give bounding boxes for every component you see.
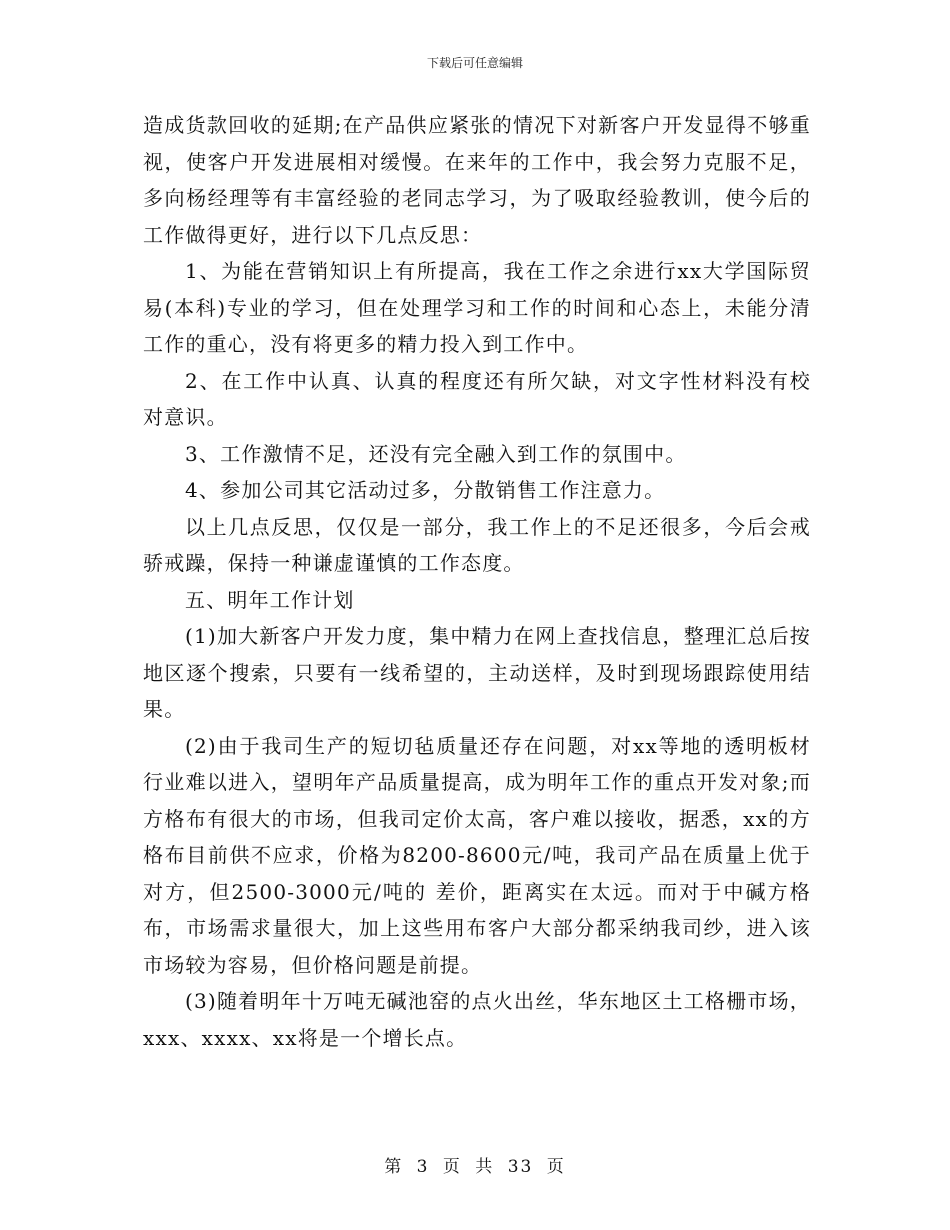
page-number-footer: 第 3 页 共 33 页	[384, 1157, 566, 1177]
section-heading-next-year-plan: 五、明年工作计划	[185, 587, 355, 612]
paragraph-reflection-summary: 以上几点反思，仅仅是一部分，我工作上的不足还很多，今后会戒骄戒躁，保持一种谦虚谨慎的工作态度。	[143, 514, 811, 575]
document-body	[143, 107, 811, 1056]
paragraph-reflection-1: 1、为能在营销知识上有所提高，我在工作之余进行xx大学国际贸易(本科)专业的学习，但在处理学习和工作的时间和心态上，未能分清工作的重心，没有将更多的精力投入到工作中。	[143, 259, 811, 356]
paragraph-reflection-3: 3、工作激情不足，还没有完全融入到工作的氛围中。	[185, 441, 687, 466]
paragraph-reflection-2: 2、在工作中认真、认真的程度还有所欠缺，对文字性材料没有校对意识。	[143, 368, 811, 429]
paragraph-plan-1: (1)加大新客户开发力度，集中精力在网上查找信息，整理汇总后按地区逐个搜索，只要有一线希望的，主动送样，及时到现场跟踪使用结果。	[143, 624, 811, 721]
paragraph-plan-2: (2)由于我司生产的短切毡质量还存在问题，对xx等地的透明板材行业难以进入，望明年产品质量提高，成为明年工作的重点开发对象;而方格布有很大的市场，但我司定价太高，客户难以接收，据悉，xx的方格布目前供不应求，价格为8200-8600元/吨，我司产品在质量上优于对方，但2500-3000元/吨的 差价，距离实在太远。而对于中碱方格布，市场需求量很大，加上这些用布客户大部分都采纳我司纱，进入该市场较为容易，但价格问题是前提。	[143, 733, 811, 977]
paragraph-continuation: 造成货款回收的延期;在产品供应紧张的情况下对新客户开发显得不够重视，使客户开发进展相对缓慢。在来年的工作中，我会努力克服不足，多向杨经理等有丰富经验的老同志学习，为了吸取经验教训，使今后的工作做得更好，进行以下几点反思：	[143, 113, 811, 247]
paragraph-plan-3: (3)随着明年十万吨无碱池窑的点火出丝，华东地区土工格栅市场，xxx、xxxx、xx将是一个增长点。	[143, 989, 811, 1050]
page-header: 下载后可任意编辑	[426, 56, 523, 70]
paragraph-reflection-4: 4、参加公司其它活动过多，分散销售工作注意力。	[185, 478, 666, 502]
